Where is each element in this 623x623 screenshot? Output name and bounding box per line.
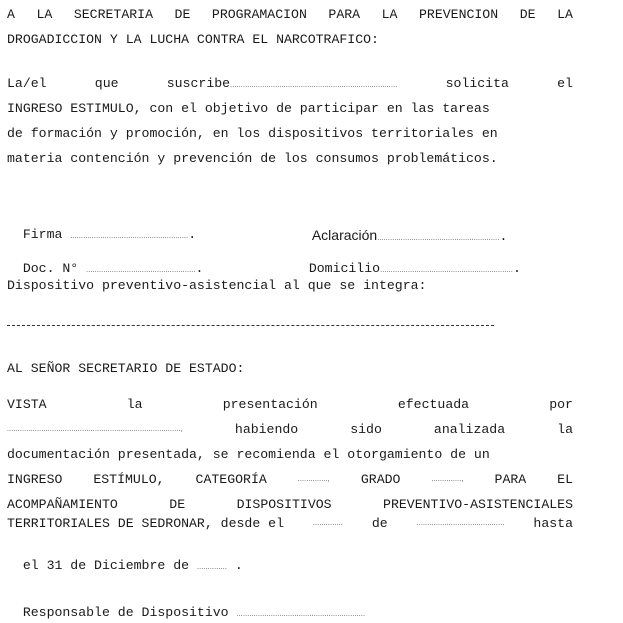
domicilio-blank[interactable]: ..............................................................: [380, 267, 514, 274]
header-word: SECRETARIA: [73, 7, 153, 22]
addressee: AL SEÑOR SECRETARIO DE ESTADO:: [7, 361, 245, 376]
header-word: A: [7, 7, 15, 22]
dispositivo-label: Dispositivo preventivo-asistencial al que se integra:: [7, 278, 427, 293]
rec-word: INGRESO: [7, 472, 63, 487]
rec-word: habiendo: [234, 422, 299, 437]
header-word: LA: [381, 7, 398, 22]
rec-word: DISPOSITIVOS: [236, 497, 332, 512]
rec-word: la: [557, 422, 573, 437]
desde-month-blank[interactable]: .........................................: [416, 520, 505, 527]
suscribe-blank[interactable]: ..............................................................................: [230, 82, 398, 89]
request-word: solicita: [445, 76, 509, 91]
responsable-blank[interactable]: ............................................................: [236, 611, 366, 618]
header-word: LA: [557, 7, 573, 22]
recommendation-line-1: [7, 397, 573, 413]
grado-blank[interactable]: ..............,: [431, 476, 464, 483]
rec-word: PREVENTIVO-ASISTENCIALES: [383, 497, 573, 512]
header-line-1: [7, 7, 573, 23]
domicilio-field[interactable]: [293, 245, 521, 279]
rec-word: la: [126, 397, 143, 412]
responsable-field[interactable]: [7, 589, 365, 623]
request-word: el: [557, 76, 573, 91]
rec-word: efectuada: [397, 397, 470, 412]
aclaracion-label: Aclaración: [311, 227, 378, 243]
firma-label: Firma: [22, 227, 63, 242]
doc-period: .: [195, 261, 204, 276]
header-word: PROGRAMACION: [211, 7, 307, 22]
firma-period: .: [188, 227, 197, 242]
responsable-label: Responsable de Dispositivo: [22, 605, 229, 620]
header-word: DE: [174, 7, 191, 22]
rec-word: analizada: [433, 422, 506, 437]
request-line-1: [7, 76, 573, 94]
recommendation-line-4: [7, 472, 573, 488]
request-line-2: INGRESO ESTIMULO, con el objetivo de participar en las tareas: [7, 101, 490, 116]
request-word: La/el: [7, 76, 47, 91]
rec-word: GRADO: [360, 472, 401, 487]
recommendation-line-6: [7, 516, 573, 532]
categoria-blank[interactable]: ..............,: [297, 476, 330, 483]
firma-field[interactable]: [7, 211, 196, 245]
header-word: LA: [36, 7, 53, 22]
presentante-blank[interactable]: .................................................................................,: [7, 426, 183, 433]
desde-day-blank[interactable]: ..............: [312, 520, 343, 527]
rec-word: por: [549, 397, 573, 412]
rec-word: EL: [557, 472, 573, 487]
dispositivo-blank-line[interactable]: [7, 325, 494, 326]
header-word: PREVENCION: [419, 7, 499, 22]
rec-word: presentación: [222, 397, 318, 412]
recommendation-line-5: [7, 497, 573, 513]
header-word: PARA: [328, 7, 361, 22]
header-line-2: DROGADICCION Y LA LUCHA CONTRA EL NARCOTRAFICO:: [7, 32, 379, 47]
aclaracion-field[interactable]: [296, 211, 507, 247]
firma-blank[interactable]: .......................................................: [70, 233, 189, 240]
domicilio-period: .: [513, 261, 521, 276]
request-word: que: [94, 76, 119, 91]
header-word: DE: [519, 7, 536, 22]
rec-word: ESTÍMULO,: [93, 472, 165, 487]
rec-word: DE: [169, 497, 186, 512]
rec-word: hasta: [533, 516, 573, 531]
aclaracion-blank[interactable]: .........................................................: [377, 235, 500, 242]
aclaracion-period: .: [499, 229, 508, 244]
suscribe-field[interactable]: [167, 76, 398, 94]
rec-word: sido: [350, 422, 382, 437]
recommendation-line-2: [7, 422, 573, 438]
request-line-3: de formación y promoción, en los dispositivos territoriales en: [7, 126, 498, 141]
recommendation-line-3: documentación presentada, se recomienda el otorgamiento de un: [7, 447, 490, 462]
rec-period: .: [234, 558, 243, 573]
doc-field[interactable]: [7, 245, 203, 279]
request-word: suscribe: [166, 76, 231, 91]
doc-blank[interactable]: ...................................................: [86, 267, 196, 274]
request-line-4: materia contención y prevención de los consumos problemáticos.: [7, 151, 498, 166]
rec-word: ACOMPAÑAMIENTO: [7, 497, 118, 512]
rec-word: PARA: [494, 472, 527, 487]
recommendation-line-7: [7, 542, 243, 576]
rec-word: VISTA: [7, 397, 47, 412]
rec-word: CATEGORÍA: [195, 472, 267, 487]
domicilio-label: Domicilio: [308, 261, 381, 276]
rec-word: de: [371, 516, 388, 531]
doc-label: Doc. N°: [22, 261, 79, 276]
rec-text: el 31 de Diciembre de: [22, 558, 190, 573]
year-blank[interactable]: ..............: [196, 564, 227, 571]
rec-text: TERRITORIALES DE SEDRONAR, desde el: [7, 516, 284, 531]
